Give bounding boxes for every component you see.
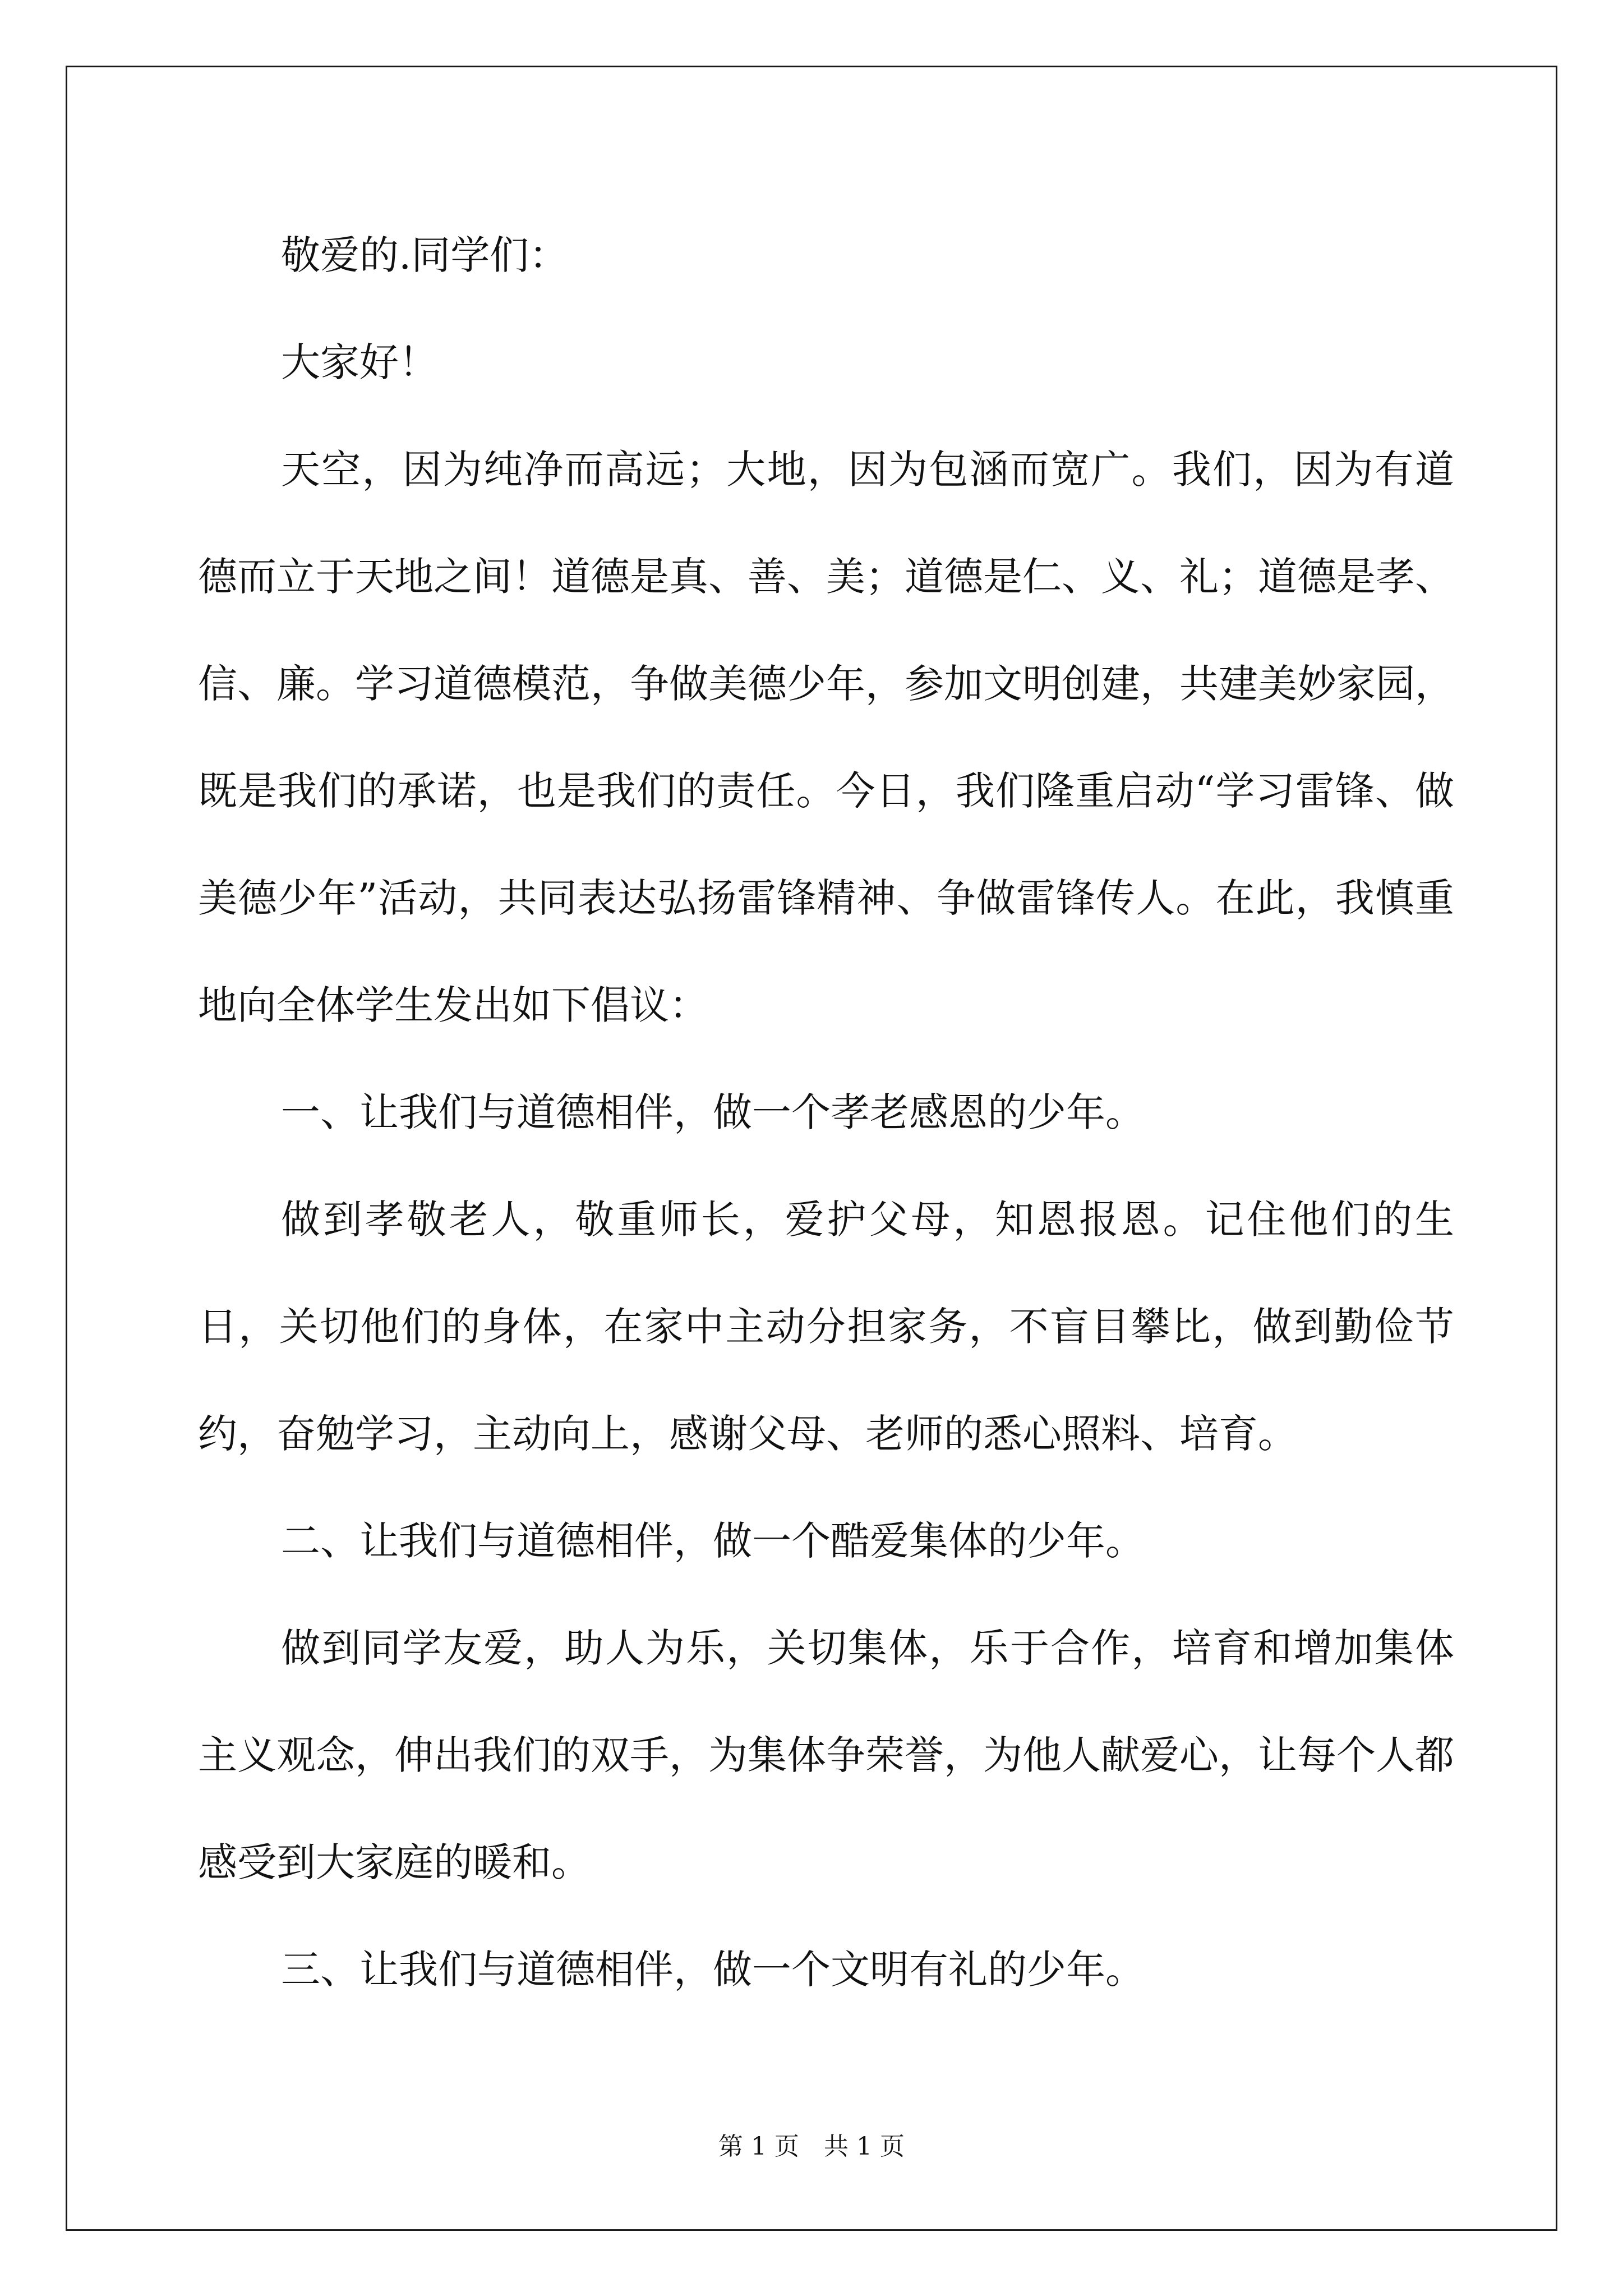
page-number-footer: 第 1 页 共 1 页 [718,2132,905,2161]
salutation: 敬爱的.同学们： [281,232,569,278]
proposal-body-2: 做到同学友爱，助人为乐，关切集体，乐于合作，培育和增加集体主义观念，伸出我们的双手，为集体争荣誉，为他人献爱心，让每个人都感受到大家庭的暖和。 [198,1625,1454,1885]
proposal-heading-1: 一、让我们与道德相伴，做一个孝老感恩的少年。 [281,1089,1145,1135]
proposal-heading-3: 三、让我们与道德相伴，做一个文明有礼的少年。 [281,1947,1145,1993]
greeting: 大家好！ [281,339,438,385]
document-body [198,202,1454,2023]
intro-paragraph: 天空，因为纯净而高远；大地，因为包涵而宽广。我们，因为有道德而立于天地之间！道德是真、善、美；道德是仁、义、礼；道德是孝、信、廉。学习道德模范，争做美德少年，参加文明创建，共建美妙家园，既是我们的承诺，也是我们的责任。今日，我们隆重启动“学习雷锋、做美德少年”活动，共同表达弘扬雷锋精神、争做雷锋传人。在此，我慎重地向全体学生发出如下倡议： [198,447,1454,1028]
proposal-heading-2: 二、让我们与道德相伴，做一个酷爱集体的少年。 [281,1518,1145,1564]
proposal-body-1: 做到孝敬老人，敬重师长，爱护父母，知恩报恩。记住他们的生日，关切他们的身体，在家中主动分担家务，不盲目攀比，做到勤俭节约，奋勉学习，主动向上，感谢父母、老师的悉心照料、培育。 [198,1197,1454,1457]
